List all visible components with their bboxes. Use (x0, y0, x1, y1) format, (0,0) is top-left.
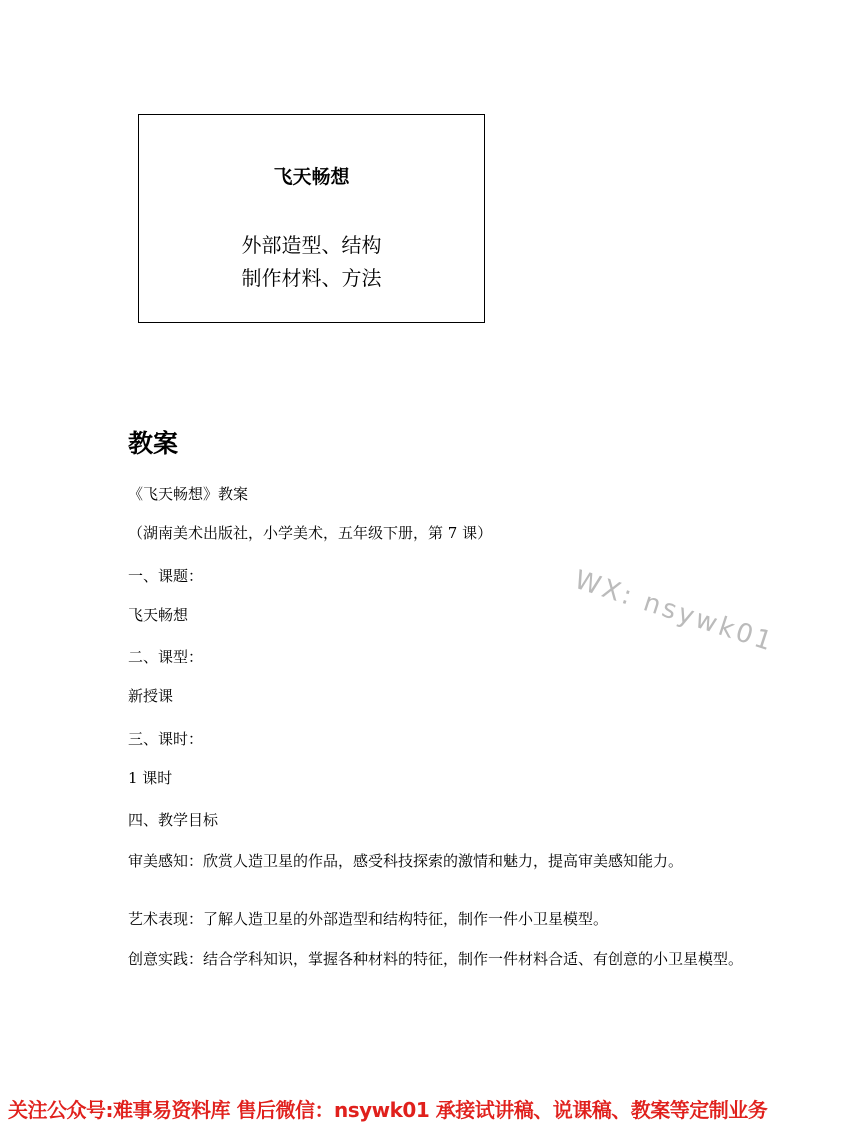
board-design-box (138, 114, 485, 323)
watermark: WX: nsywk01 (570, 565, 779, 658)
paragraph: 新授课 (128, 687, 174, 705)
footer-banner: 关注公众号:难事易资料库 售后微信：nsywk01 承接试讲稿、说课稿、教案等定制业务 (8, 1098, 768, 1122)
paragraph: 三、课时： (128, 730, 204, 748)
paragraph: 《飞天畅想》教案 (128, 485, 249, 503)
box-line: 外部造型、结构 (241, 233, 382, 257)
paragraph: 审美感知：欣赏人造卫星的作品，感受科技探索的激情和魅力，提高审美感知能力。 (128, 852, 684, 870)
paragraph: 创意实践：结合学科知识，掌握各种材料的特征，制作一件材料合适、有创意的小卫星模型。 (128, 950, 744, 968)
box-line: 制作材料、方法 (241, 266, 382, 290)
paragraph: 一、课题： (128, 567, 204, 585)
box-title: 飞天畅想 (273, 166, 350, 188)
paragraph: 艺术表现：了解人造卫星的外部造型和结构特征，制作一件小卫星模型。 (128, 910, 609, 928)
paragraph: 二、课型： (128, 648, 204, 666)
paragraph: （湖南美术出版社，小学美术，五年级下册，第 7 课） (128, 524, 493, 542)
paragraph: 四、教学目标 (128, 811, 219, 829)
paragraph: 飞天畅想 (128, 606, 189, 624)
paragraph: 1 课时 (128, 769, 173, 787)
section-heading: 教案 (128, 429, 179, 458)
